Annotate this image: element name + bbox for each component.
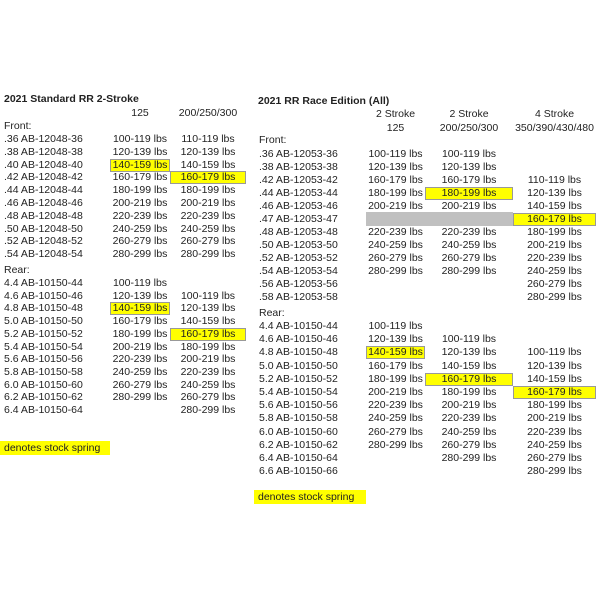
weight-range: 120-139 lbs [180,146,236,158]
part-number: .50 AB-12053-50 [259,239,338,251]
weight-range: 240-259 lbs [527,439,582,451]
right-header2-col3: 350/390/430/480 [515,122,594,134]
weight-range: 260-279 lbs [112,235,168,247]
weight-range: 120-139 lbs [441,346,497,358]
weight-range: 180-199 lbs [368,373,423,385]
weight-range: 180-199 lbs [180,341,236,353]
weight-range: 280-299 lbs [112,248,168,260]
weight-range: 220-239 lbs [180,210,236,222]
weight-range: 110-119 lbs [181,133,235,145]
weight-range: 200-219 lbs [441,399,497,411]
part-number: .54 AB-12053-54 [259,265,338,277]
part-number: 6.4 AB-10150-64 [259,452,338,464]
weight-range: 240-259 lbs [527,265,582,277]
part-number: 5.2 AB-10150-52 [259,373,338,385]
part-number: .44 AB-12053-44 [259,187,338,199]
part-number: 6.0 AB-10150-60 [259,426,338,438]
right-header1-col3: 4 Stroke [534,108,575,120]
weight-range: 160-179 lbs [112,171,168,183]
weight-range: 280-299 lbs [441,265,497,277]
part-number: 5.8 AB-10150-58 [259,412,338,424]
weight-range: 160-179 lbs [112,315,168,327]
not-available-cell [366,212,513,226]
stock-spring-weight-range: 160-179 lbs [170,328,246,341]
left-legend-stock-spring: denotes stock spring [0,441,110,455]
part-number: 6.0 AB-10150-60 [4,379,83,391]
weight-range: 260-279 lbs [368,426,423,438]
weight-range: 240-259 lbs [112,366,168,378]
part-number: .47 AB-12053-47 [259,213,338,225]
weight-range: 220-239 lbs [112,210,168,222]
part-number: 6.2 AB-10150-62 [259,439,338,451]
weight-range: 220-239 lbs [527,252,582,264]
weight-range: 220-239 lbs [527,426,582,438]
left-rear-label: Rear: [4,264,30,276]
part-number: .46 AB-12048-46 [4,197,83,209]
stock-spring-weight-range: 160-179 lbs [170,171,246,184]
weight-range: 120-139 lbs [441,161,497,173]
weight-range: 200-219 lbs [180,197,236,209]
part-number: .50 AB-12048-50 [4,223,83,235]
weight-range: 260-279 lbs [527,278,582,290]
weight-range: 110-119 lbs [527,174,582,186]
weight-range: 100-119 lbs [180,290,236,302]
weight-range: 240-259 lbs [368,412,423,424]
weight-range: 140-159 lbs [180,159,236,171]
right-header1-col1: 2 Stroke [375,108,416,120]
weight-range: 280-299 lbs [180,248,236,260]
weight-range: 180-199 lbs [441,386,497,398]
part-number: .48 AB-12048-48 [4,210,83,222]
right-legend-stock-spring: denotes stock spring [254,490,366,504]
weight-range: 120-139 lbs [527,360,582,372]
weight-range: 180-199 lbs [527,226,582,238]
part-number: 6.4 AB-10150-64 [4,404,83,416]
weight-range: 280-299 lbs [527,465,582,477]
weight-range: 260-279 lbs [441,439,497,451]
weight-range: 180-199 lbs [112,328,168,340]
weight-range: 200-219 lbs [112,197,168,209]
weight-range: 160-179 lbs [368,174,423,186]
part-number: .46 AB-12053-46 [259,200,338,212]
weight-range: 260-279 lbs [368,252,423,264]
part-number: 5.8 AB-10150-58 [4,366,83,378]
part-number: .42 AB-12053-42 [259,174,338,186]
part-number: 5.4 AB-10150-54 [4,341,83,353]
weight-range: 100-119 lbs [441,148,497,160]
part-number: .36 AB-12048-36 [4,133,83,145]
right-table-title: 2021 RR Race Edition (All) [258,95,390,107]
part-number: .36 AB-12053-36 [259,148,338,160]
weight-range: 140-159 lbs [527,373,582,385]
weight-range: 200-219 lbs [368,386,423,398]
part-number: 4.4 AB-10150-44 [259,320,338,332]
part-number: 4.4 AB-10150-44 [4,277,83,289]
weight-range: 180-199 lbs [112,184,168,196]
weight-range: 280-299 lbs [368,439,423,451]
weight-range: 240-259 lbs [112,223,168,235]
stock-spring-weight-range: 160-179 lbs [513,386,596,399]
part-number: .48 AB-12053-48 [259,226,338,238]
weight-range: 120-139 lbs [180,302,236,314]
part-number: .38 AB-12048-38 [4,146,83,158]
weight-range: 120-139 lbs [368,161,423,173]
weight-range: 200-219 lbs [112,341,168,353]
weight-range: 200-219 lbs [527,412,582,424]
weight-range: 220-239 lbs [441,226,497,238]
weight-range: 240-259 lbs [441,239,497,251]
right-header2-col1: 125 [386,122,405,134]
weight-range: 100-119 lbs [368,148,423,160]
weight-range: 120-139 lbs [112,290,168,302]
part-number: .58 AB-12053-58 [259,291,338,303]
part-number: 5.2 AB-10150-52 [4,328,83,340]
weight-range: 260-279 lbs [112,379,168,391]
part-number: 4.8 AB-10150-48 [4,302,83,314]
stock-spring-weight-range: 180-199 lbs [425,187,513,200]
part-number: 5.4 AB-10150-54 [259,386,338,398]
weight-range: 120-139 lbs [112,146,168,158]
part-number: .42 AB-12048-42 [4,171,83,183]
part-number: .52 AB-12048-52 [4,235,83,247]
stock-spring-weight-range: 160-179 lbs [513,213,596,226]
weight-range: 240-259 lbs [368,239,423,251]
part-number: 5.0 AB-10150-50 [4,315,83,327]
right-header2-col2: 200/250/300 [439,122,499,134]
right-rear-label: Rear: [259,307,285,319]
weight-range: 140-159 lbs [180,315,236,327]
part-number: .56 AB-12053-56 [259,278,338,290]
weight-range: 100-119 lbs [527,346,582,358]
weight-range: 240-259 lbs [180,379,236,391]
right-front-label: Front: [259,134,287,146]
left-header-200-250-300: 200/250/300 [178,107,238,119]
weight-range: 100-119 lbs [441,333,497,345]
part-number: 6.6 AB-10150-66 [259,465,338,477]
stock-spring-weight-range: 160-179 lbs [425,373,513,386]
part-number: .44 AB-12048-44 [4,184,83,196]
weight-range: 100-119 lbs [368,320,423,332]
part-number: 4.6 AB-10150-46 [4,290,83,302]
weight-range: 280-299 lbs [441,452,497,464]
weight-range: 200-219 lbs [527,239,582,251]
weight-range: 120-139 lbs [368,333,423,345]
weight-range: 160-179 lbs [441,174,497,186]
part-number: .54 AB-12048-54 [4,248,83,260]
weight-range: 260-279 lbs [527,452,582,464]
weight-range: 180-199 lbs [527,399,582,411]
right-header1-col2: 2 Stroke [449,108,489,120]
weight-range: 100-119 lbs [112,277,168,289]
weight-range: 120-139 lbs [527,187,582,199]
stock-spring-weight-range: 140-159 lbs [110,302,170,315]
weight-range: 240-259 lbs [441,426,497,438]
weight-range: 260-279 lbs [180,391,236,403]
weight-range: 180-199 lbs [368,187,423,199]
part-number: .52 AB-12053-52 [259,252,338,264]
left-front-label: Front: [4,120,32,132]
part-number: .40 AB-12048-40 [4,159,83,171]
weight-range: 160-179 lbs [368,360,423,372]
part-number: 5.6 AB-10150-56 [4,353,83,365]
part-number: 4.6 AB-10150-46 [259,333,338,345]
weight-range: 280-299 lbs [112,391,168,403]
weight-range: 220-239 lbs [180,366,236,378]
weight-range: 260-279 lbs [180,235,236,247]
stock-spring-weight-range: 140-159 lbs [366,346,425,359]
weight-range: 220-239 lbs [368,399,423,411]
weight-range: 140-159 lbs [441,360,497,372]
weight-range: 200-219 lbs [368,200,423,212]
stock-spring-weight-range: 140-159 lbs [110,159,170,172]
weight-range: 200-219 lbs [180,353,236,365]
weight-range: 220-239 lbs [368,226,423,238]
weight-range: 280-299 lbs [180,404,236,416]
part-number: .38 AB-12053-38 [259,161,338,173]
weight-range: 280-299 lbs [368,265,423,277]
weight-range: 220-239 lbs [112,353,168,365]
weight-range: 280-299 lbs [527,291,582,303]
part-number: 5.0 AB-10150-50 [259,360,338,372]
left-table-title: 2021 Standard RR 2-Stroke [4,93,139,105]
left-header-125: 125 [131,107,149,119]
part-number: 4.8 AB-10150-48 [259,346,338,358]
part-number: 5.6 AB-10150-56 [259,399,338,411]
weight-range: 140-159 lbs [527,200,582,212]
weight-range: 100-119 lbs [112,133,168,145]
weight-range: 180-199 lbs [180,184,236,196]
part-number: 6.2 AB-10150-62 [4,391,83,403]
weight-range: 260-279 lbs [441,252,497,264]
weight-range: 200-219 lbs [441,200,497,212]
weight-range: 240-259 lbs [180,223,236,235]
weight-range: 220-239 lbs [441,412,497,424]
